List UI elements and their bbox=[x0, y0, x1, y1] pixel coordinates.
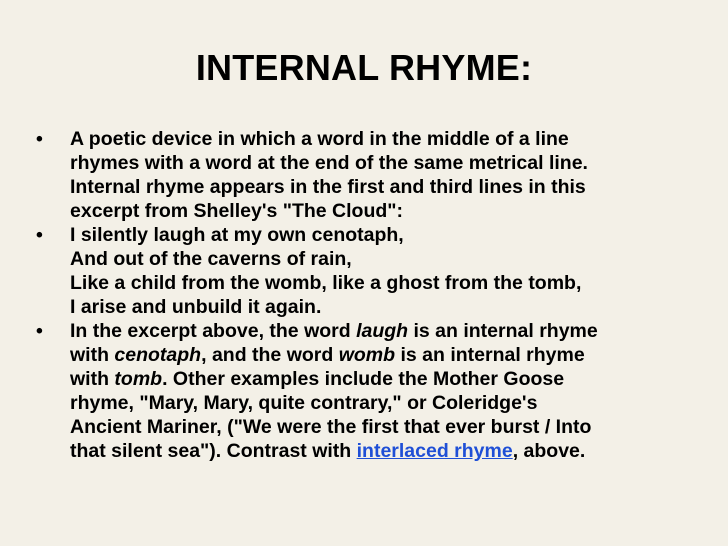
text-segment: , above. bbox=[512, 440, 586, 462]
text-segment: with bbox=[70, 344, 115, 366]
text-segment: is an internal rhyme bbox=[408, 320, 598, 342]
emphasis-word: womb bbox=[338, 344, 396, 366]
text-segment: with bbox=[70, 368, 115, 390]
poem-line: I silently laugh at my own cenotaph, bbox=[70, 224, 404, 246]
text-segment: . Other examples include the Mother Goose bbox=[162, 368, 565, 390]
emphasis-word: cenotaph bbox=[114, 344, 202, 366]
poem-line: And out of the caverns of rain, bbox=[70, 248, 352, 270]
bullet-definition bbox=[36, 127, 706, 223]
text-line bbox=[70, 319, 706, 343]
interlaced-rhyme-link[interactable]: interlaced rhyme bbox=[356, 440, 513, 462]
emphasis-word: laugh bbox=[356, 320, 409, 342]
text-line: Ancient Mariner, ("We were the first that ever burst / Into bbox=[70, 416, 592, 438]
text-line bbox=[70, 439, 706, 463]
text-line: rhyme, "Mary, Mary, quite contrary," or Coleridge's bbox=[70, 392, 538, 414]
text-segment: In the excerpt above, the word bbox=[70, 320, 357, 342]
text-line: A poetic device in which a word in the middle of a line bbox=[70, 128, 569, 150]
poem-line: I arise and unbuild it again. bbox=[70, 296, 322, 318]
text-line: Internal rhyme appears in the first and third lines in this bbox=[70, 176, 586, 198]
text-line bbox=[70, 343, 706, 367]
text-line: rhymes with a word at the end of the same metrical line. bbox=[70, 152, 588, 174]
bullet-icon: • bbox=[36, 128, 43, 150]
text-segment: , and the word bbox=[201, 344, 339, 366]
emphasis-word: tomb bbox=[114, 368, 163, 390]
bullet-poem-excerpt bbox=[36, 223, 706, 319]
text-segment: is an internal rhyme bbox=[395, 344, 585, 366]
bullet-icon: • bbox=[36, 224, 43, 246]
text-segment: that silent sea"). Contrast with bbox=[70, 440, 357, 462]
text-line bbox=[70, 367, 706, 391]
poem-line: Like a child from the womb, like a ghost from the tomb, bbox=[70, 272, 582, 294]
text-line: excerpt from Shelley's "The Cloud": bbox=[70, 200, 404, 222]
bullet-list bbox=[36, 127, 706, 463]
bullet-explanation bbox=[36, 319, 706, 463]
slide-title: INTERNAL RHYME: bbox=[195, 47, 533, 88]
bullet-icon: • bbox=[36, 320, 43, 342]
